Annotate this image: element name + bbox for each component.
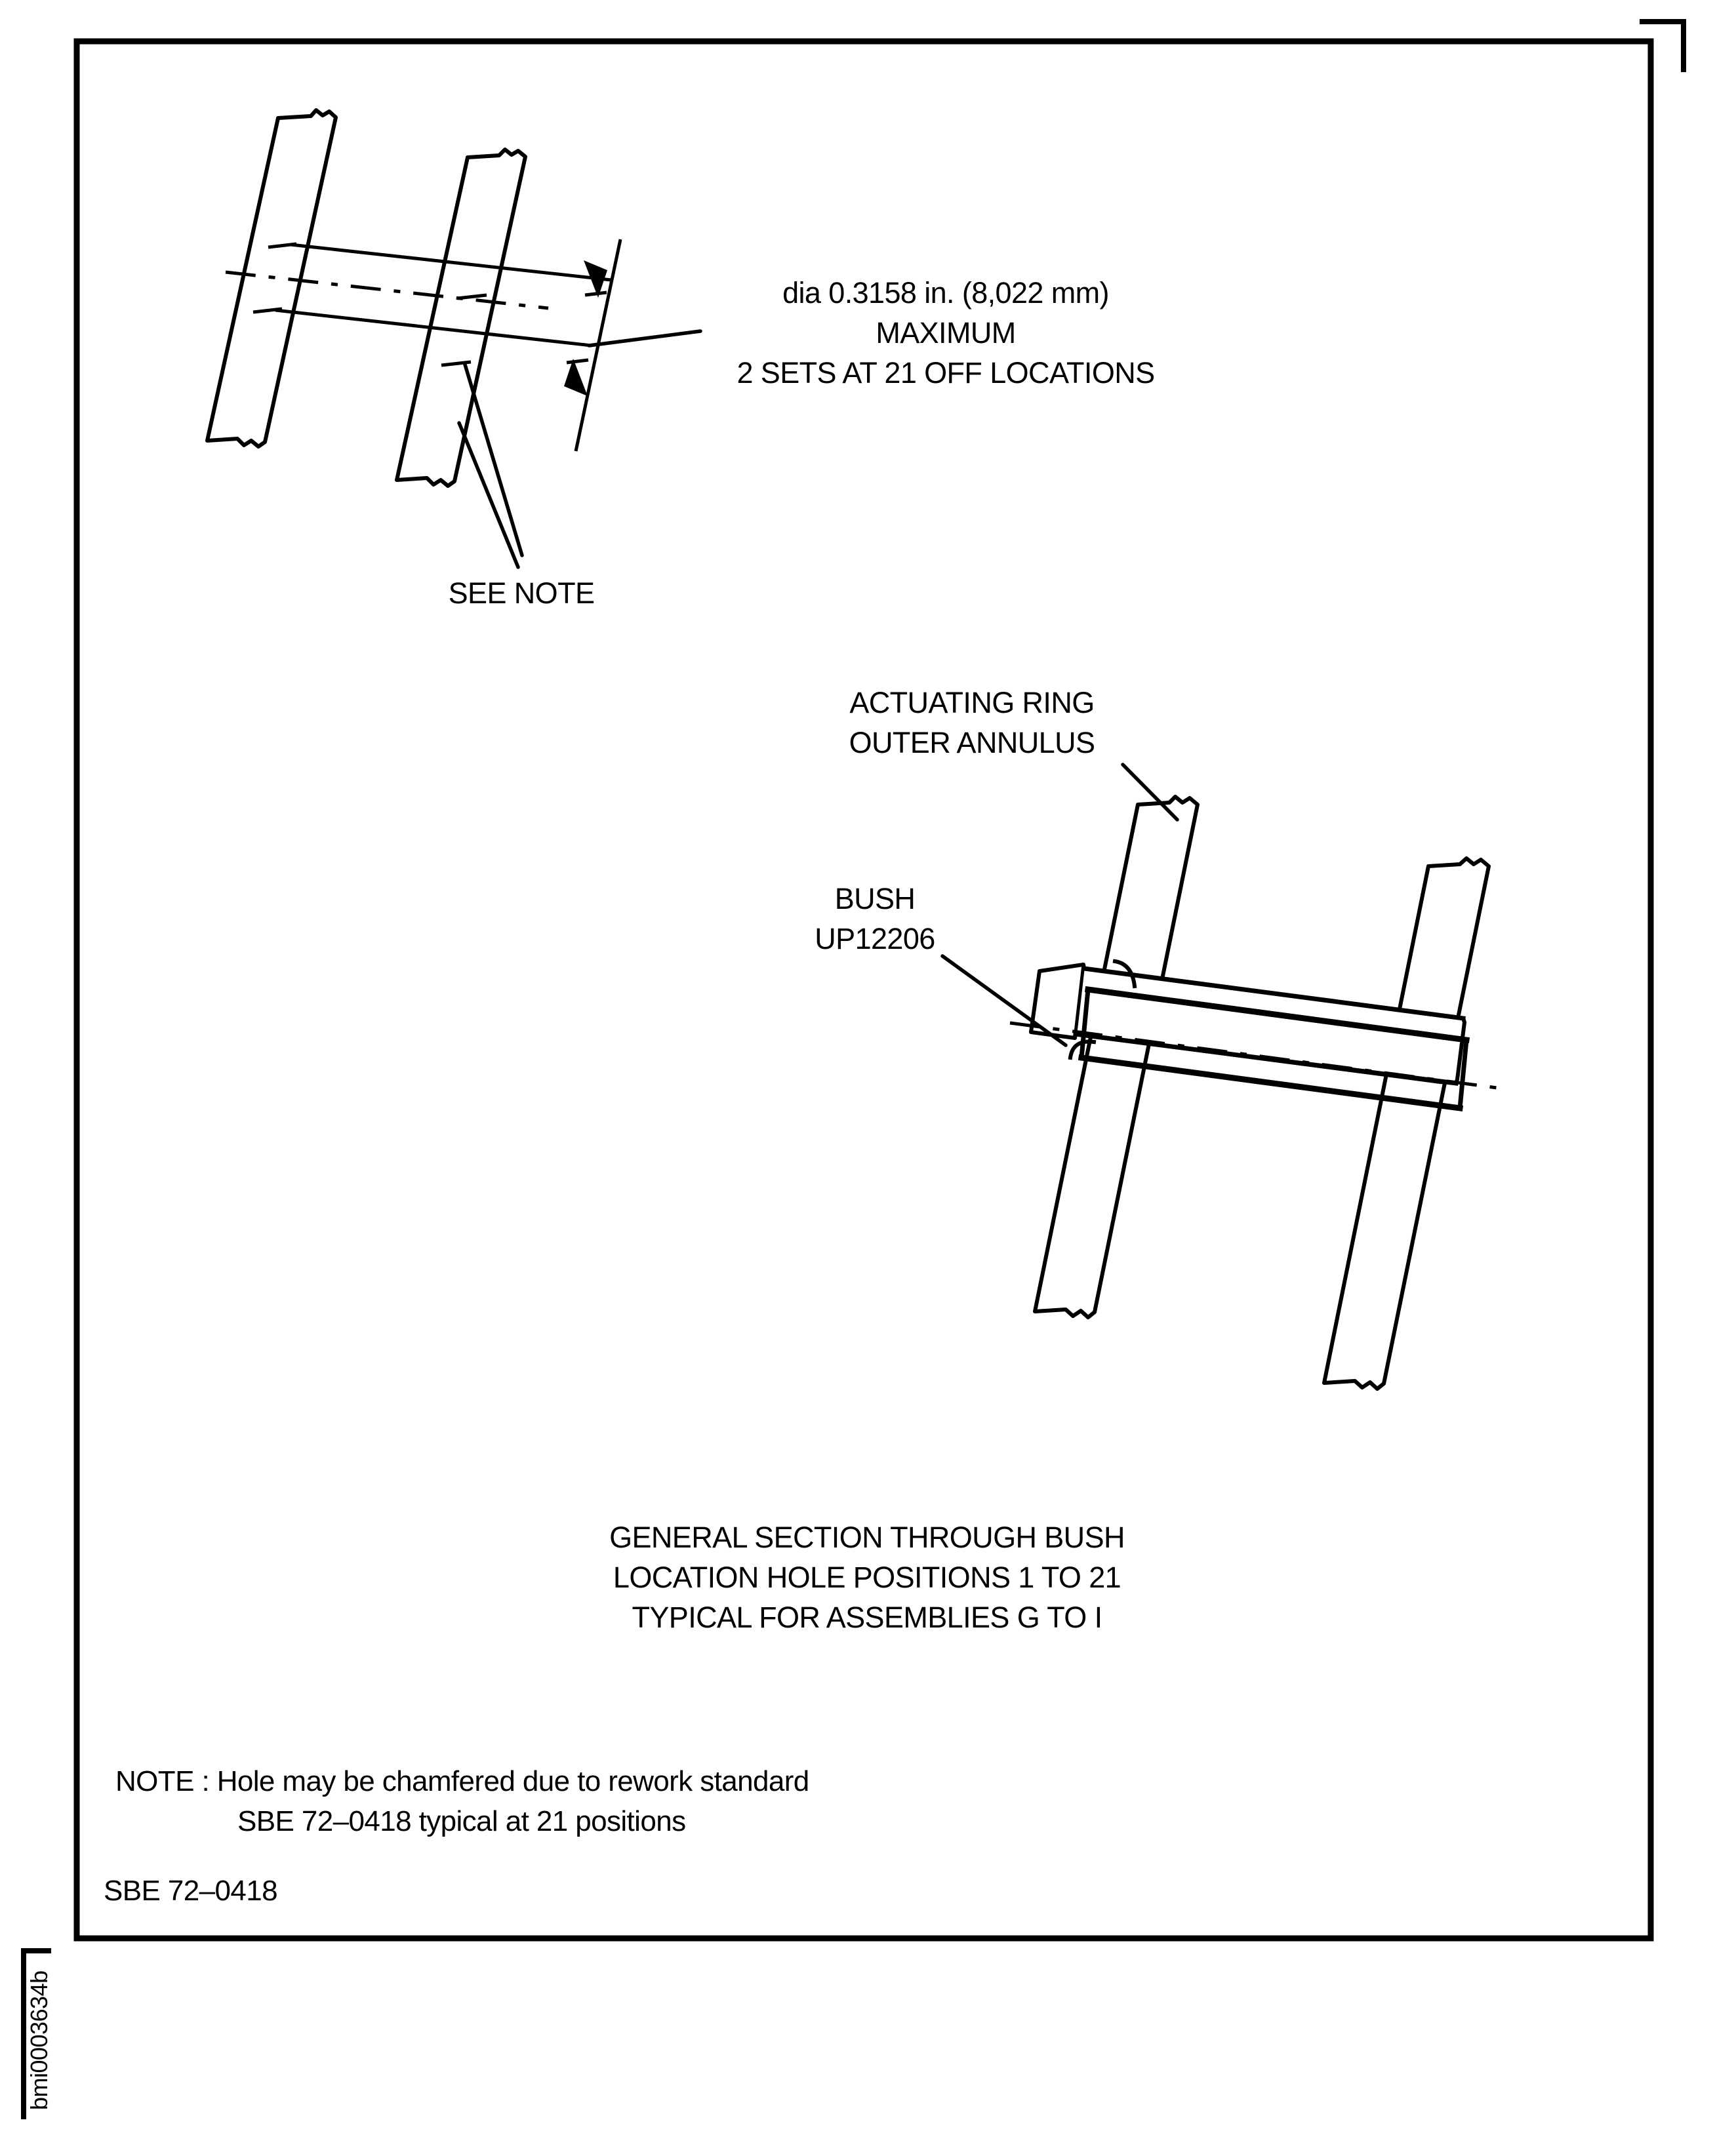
- dimension-tick-bottom: [567, 360, 588, 363]
- bush-section-view: [815, 686, 1502, 1389]
- dimension-note-line1: dia 0.3158 in. (8,022 mm): [782, 276, 1109, 310]
- dimension-tick-top: [585, 292, 607, 295]
- note-line2: SBE 72–0418 typical at 21 positions: [237, 1805, 686, 1837]
- caption-line1: GENERAL SECTION THROUGH BUSH: [609, 1521, 1125, 1554]
- note-line1: NOTE : Hole may be chamfered due to rework standard: [115, 1765, 809, 1797]
- see-note-label: SEE NOTE: [448, 576, 595, 610]
- margin-id-code: bmi0003634b: [26, 1970, 52, 2110]
- caption-line2: LOCATION HOLE POSITIONS 1 TO 21: [613, 1561, 1121, 1594]
- dimension-note-line2: MAXIMUM: [876, 316, 1016, 350]
- caption-block: [609, 1521, 1125, 1634]
- crop-mark-top-right: [1640, 22, 1684, 72]
- footer-sbe-reference: SBE 72–0418: [104, 1875, 277, 1907]
- dimension-note-leader: [589, 331, 700, 346]
- callout-actuating-ring-line2: OUTER ANNULUS: [849, 726, 1095, 759]
- actuating-ring-plate-lower: [1324, 858, 1489, 1389]
- caption-line3: TYPICAL FOR ASSEMBLIES G TO I: [632, 1601, 1102, 1634]
- actuating-ring-plate-upper: [1035, 797, 1198, 1317]
- note-block: [115, 1765, 809, 1837]
- callout-bush-line1: BUSH: [834, 882, 916, 915]
- callout-actuating-ring-line1: ACTUATING RING: [849, 686, 1095, 719]
- dimension-arrowhead-bottom: [564, 359, 588, 396]
- dimension-note-line3: 2 SETS AT 21 OFF LOCATIONS: [737, 356, 1155, 389]
- upper-detail-view: [207, 110, 1155, 610]
- callout-bush-line2: UP12206: [815, 922, 935, 955]
- right-plate-section: [397, 150, 525, 486]
